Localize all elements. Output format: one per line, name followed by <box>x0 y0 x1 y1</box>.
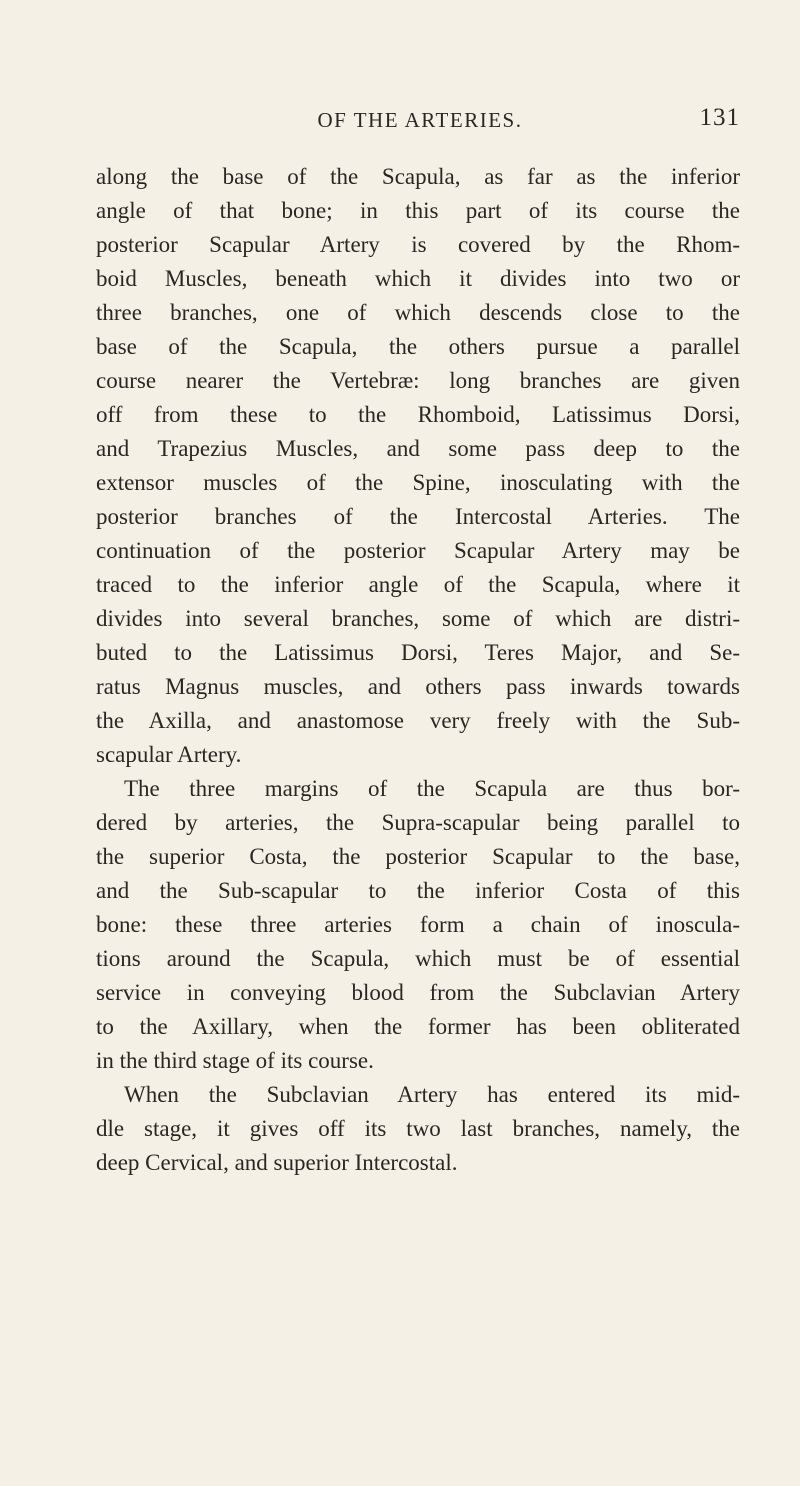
paragraph-first-line: The three margins of the Scapula are thus bor- <box>124 776 740 801</box>
text-line: angle of that bone; in this part of its course the <box>96 198 740 223</box>
text-line: the superior Costa, the posterior Scapular to the base, <box>96 844 740 869</box>
text-line: to the Axillary, when the former has been obliterated <box>96 1014 740 1039</box>
running-title: OF THE ARTERIES. <box>317 108 523 132</box>
text-line: divides into several branches, some of which are distri- <box>96 606 740 631</box>
text-line: dle stage, it gives off its two last branches, namely, the <box>96 1116 740 1141</box>
paragraph-first-line: When the Subclavian Artery has entered its mid- <box>124 1082 740 1107</box>
text-line: traced to the inferior angle of the Scapula, where it <box>96 572 740 597</box>
text-line: posterior branches of the Intercostal Arteries. The <box>96 504 740 529</box>
running-head <box>94 104 746 140</box>
text-line: ratus Magnus muscles, and others pass inwards towards <box>96 674 740 699</box>
text-line: continuation of the posterior Scapular Artery may be <box>96 538 740 563</box>
text-line: scapular Artery. <box>96 742 242 767</box>
text-line: the Axilla, and anastomose very freely with the Sub- <box>96 708 740 733</box>
text-line: off from these to the Rhomboid, Latissimus Dorsi, <box>96 402 740 427</box>
text-line: tions around the Scapula, which must be of essential <box>96 946 740 971</box>
text-line: and Trapezius Muscles, and some pass deep to the <box>96 436 740 461</box>
text-line: along the base of the Scapula, as far as the inferior <box>96 164 740 189</box>
body-text <box>96 160 740 1180</box>
text-line: deep Cervical, and superior Intercostal. <box>96 1150 458 1175</box>
text-line: and the Sub-scapular to the inferior Costa of this <box>96 878 740 903</box>
text-line: in the third stage of its course. <box>96 1048 374 1073</box>
text-line: base of the Scapula, the others pursue a parallel <box>96 334 740 359</box>
page-number: 131 <box>699 104 740 131</box>
text-line: posterior Scapular Artery is covered by the Rhom- <box>96 232 740 257</box>
text-line: buted to the Latissimus Dorsi, Teres Major, and Se- <box>96 640 740 665</box>
text-line: extensor muscles of the Spine, inosculating with the <box>96 470 740 495</box>
text-line: bone: these three arteries form a chain of inoscula- <box>96 912 740 937</box>
text-line: dered by arteries, the Supra-scapular being parallel to <box>96 810 740 835</box>
text-line: course nearer the Vertebræ: long branches are given <box>96 368 740 393</box>
text-line: three branches, one of which descends close to the <box>96 300 740 325</box>
text-line: service in conveying blood from the Subclavian Artery <box>96 980 740 1005</box>
text-line: boid Muscles, beneath which it divides into two or <box>96 266 740 291</box>
